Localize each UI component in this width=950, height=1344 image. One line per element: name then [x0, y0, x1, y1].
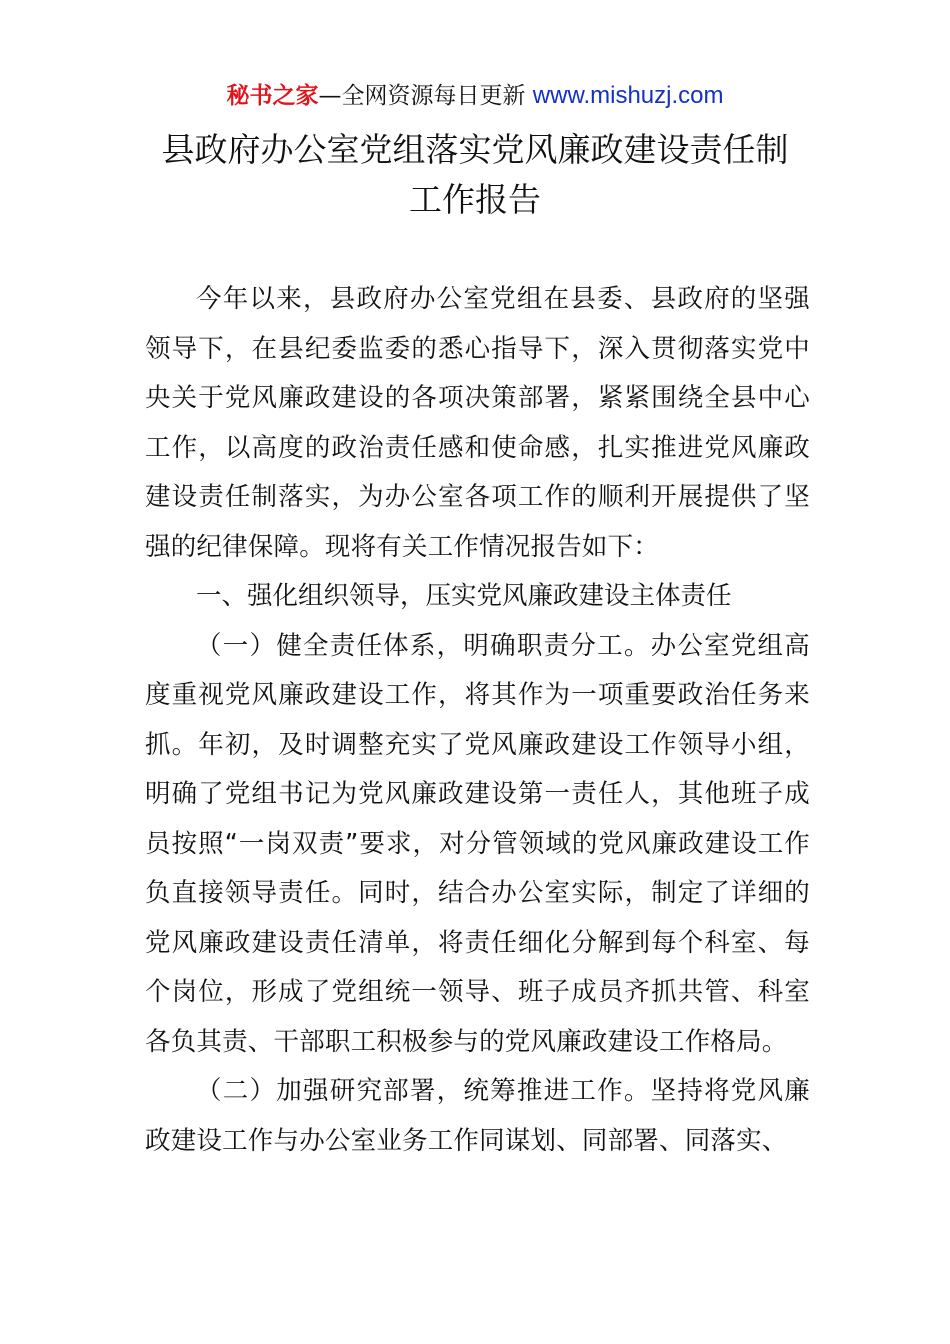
paragraph-1-2: （二）加强研究部署，统筹推进工作。坚持将党风廉政建设工作与办公室业务工作同谋划、同部署、同落实、 — [145, 1076, 810, 1156]
site-header — [0, 80, 950, 112]
intro-paragraph: 今年以来，县政府办公室党组在县委、县政府的坚强领导下，在县纪委监委的悉心指导下，深入贯彻落实党中央关于党风廉政建设的各项决策部署，紧紧围绕全县中心工作，以高度的政治责任感和使命感，扎实推进党风廉政建设责任制落实，为办公室各项工作的顺利开展提供了坚强的纪律保障。现将有关工作情况报告如下： — [145, 284, 810, 562]
section-heading-1: 一、强化组织领导，压实党风廉政建设主体责任 — [196, 581, 732, 611]
paragraph-1-1: （一）健全责任体系，明确职责分工。办公室党组高度重视党风廉政建设工作，将其作为一项重要政治任务来抓。年初，及时调整充实了党风廉政建设工作领导小组，明确了党组书记为党风廉政建设第一责任人，其他班子成员按照“一岗双责”要求，对分管领域的党风廉政建设工作负直接领导责任。同时，结合办公室实际，制定了详细的党风廉政建设责任清单，将责任细化分解到每个科室、每个岗位，形成了党组统一领导、班子成员齐抓共管、科室各负其责、干部职工积极参与的党风廉政建设工作格局。 — [145, 630, 810, 1057]
site-brand: 秘书之家 — [226, 83, 319, 109]
document-body — [145, 275, 810, 1166]
document-title-line1: 县政府办公室党组落实党风廉政建设责任制 — [161, 130, 789, 169]
header-dash: — — [318, 83, 342, 109]
site-url[interactable]: www.mishuzj.com — [532, 82, 724, 109]
site-tagline: 全网资源每日更新 — [341, 83, 526, 109]
document-title-line2: 工作报告 — [409, 180, 541, 219]
